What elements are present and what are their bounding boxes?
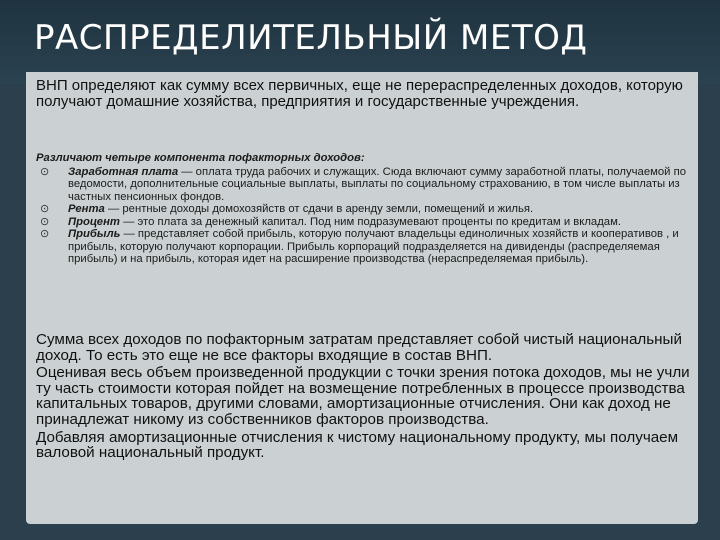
list-item-text: — оплата труда рабочих и служащих. Сюда включают сумму заработной платы, получаемой по ведомости, дополнительные социальные выплаты, выплаты по социальному страхованию, в том числе выплаты из частных пенсионных фондов. [68, 165, 687, 203]
list-item [36, 216, 691, 229]
circle-arrow-icon: ⊙ [40, 228, 50, 240]
list-item-term: Заработная плата [68, 165, 179, 178]
components-section [36, 152, 691, 266]
list-item-term: Процент [68, 215, 120, 228]
summary-paragraph-3: Добавляя амортизационные отчисления к чистому национальному продукту, мы получаем валовой национальный продукт. [36, 428, 679, 462]
list-item-term: Рента [68, 203, 105, 215]
summary-section [36, 332, 691, 463]
list-item-text: — представляет собой прибыль, которую получают владельцы единоличных хозяйств и кооперативов , и прибыль, которую получают корпорации. Прибыль корпораций подразделяется на дивиденды (распределяемая прибыль) и на прибыль, которая идет на расширение производства (нераспределяемая прибыль). [68, 228, 679, 265]
list-item [36, 228, 691, 266]
page-title: РАСПРЕДЕЛИТЕЛЬНЫЙ МЕТОД [34, 18, 588, 58]
summary-paragraph-2: Оценивая весь объем произведенной продукции с точки зрения потока доходов, мы не учли ту часть стоимости которая пойдет на возмещение потребленных в процессе производства капитальных товаров, другими словами, амортизационные отчисления. Они как доход не принадлежат никому из собственников факторов производства. [36, 364, 690, 428]
list-item [36, 203, 691, 216]
list-item [36, 166, 691, 204]
circle-arrow-icon: ⊙ [40, 165, 50, 178]
list-item-text: — это плата за денежный капитал. Под ним подразумевают проценты по кредитам и вкладам. [119, 215, 621, 228]
list-item-text: — рентные доходы домохозяйств от сдачи в аренду земли, помещений и жилья. [104, 203, 534, 215]
circle-arrow-icon: ⊙ [40, 215, 50, 228]
list-item-term: Прибыль [68, 228, 121, 240]
content-panel [26, 72, 698, 524]
components-heading: Различают четыре компонента пофакторных доходов: [36, 152, 365, 164]
intro-paragraph: ВНП определяют как сумму всех первичных, еще не перераспределенных доходов, которую получают домашние хозяйства, предприятия и государственные учреждения. [36, 77, 683, 110]
circle-arrow-icon: ⊙ [40, 203, 50, 215]
summary-paragraph-1: Сумма всех доходов по пофакторным затратам представляет собой чистый национальный доход. То есть это еще не все факторы входящие в состав ВНП. [36, 331, 682, 364]
